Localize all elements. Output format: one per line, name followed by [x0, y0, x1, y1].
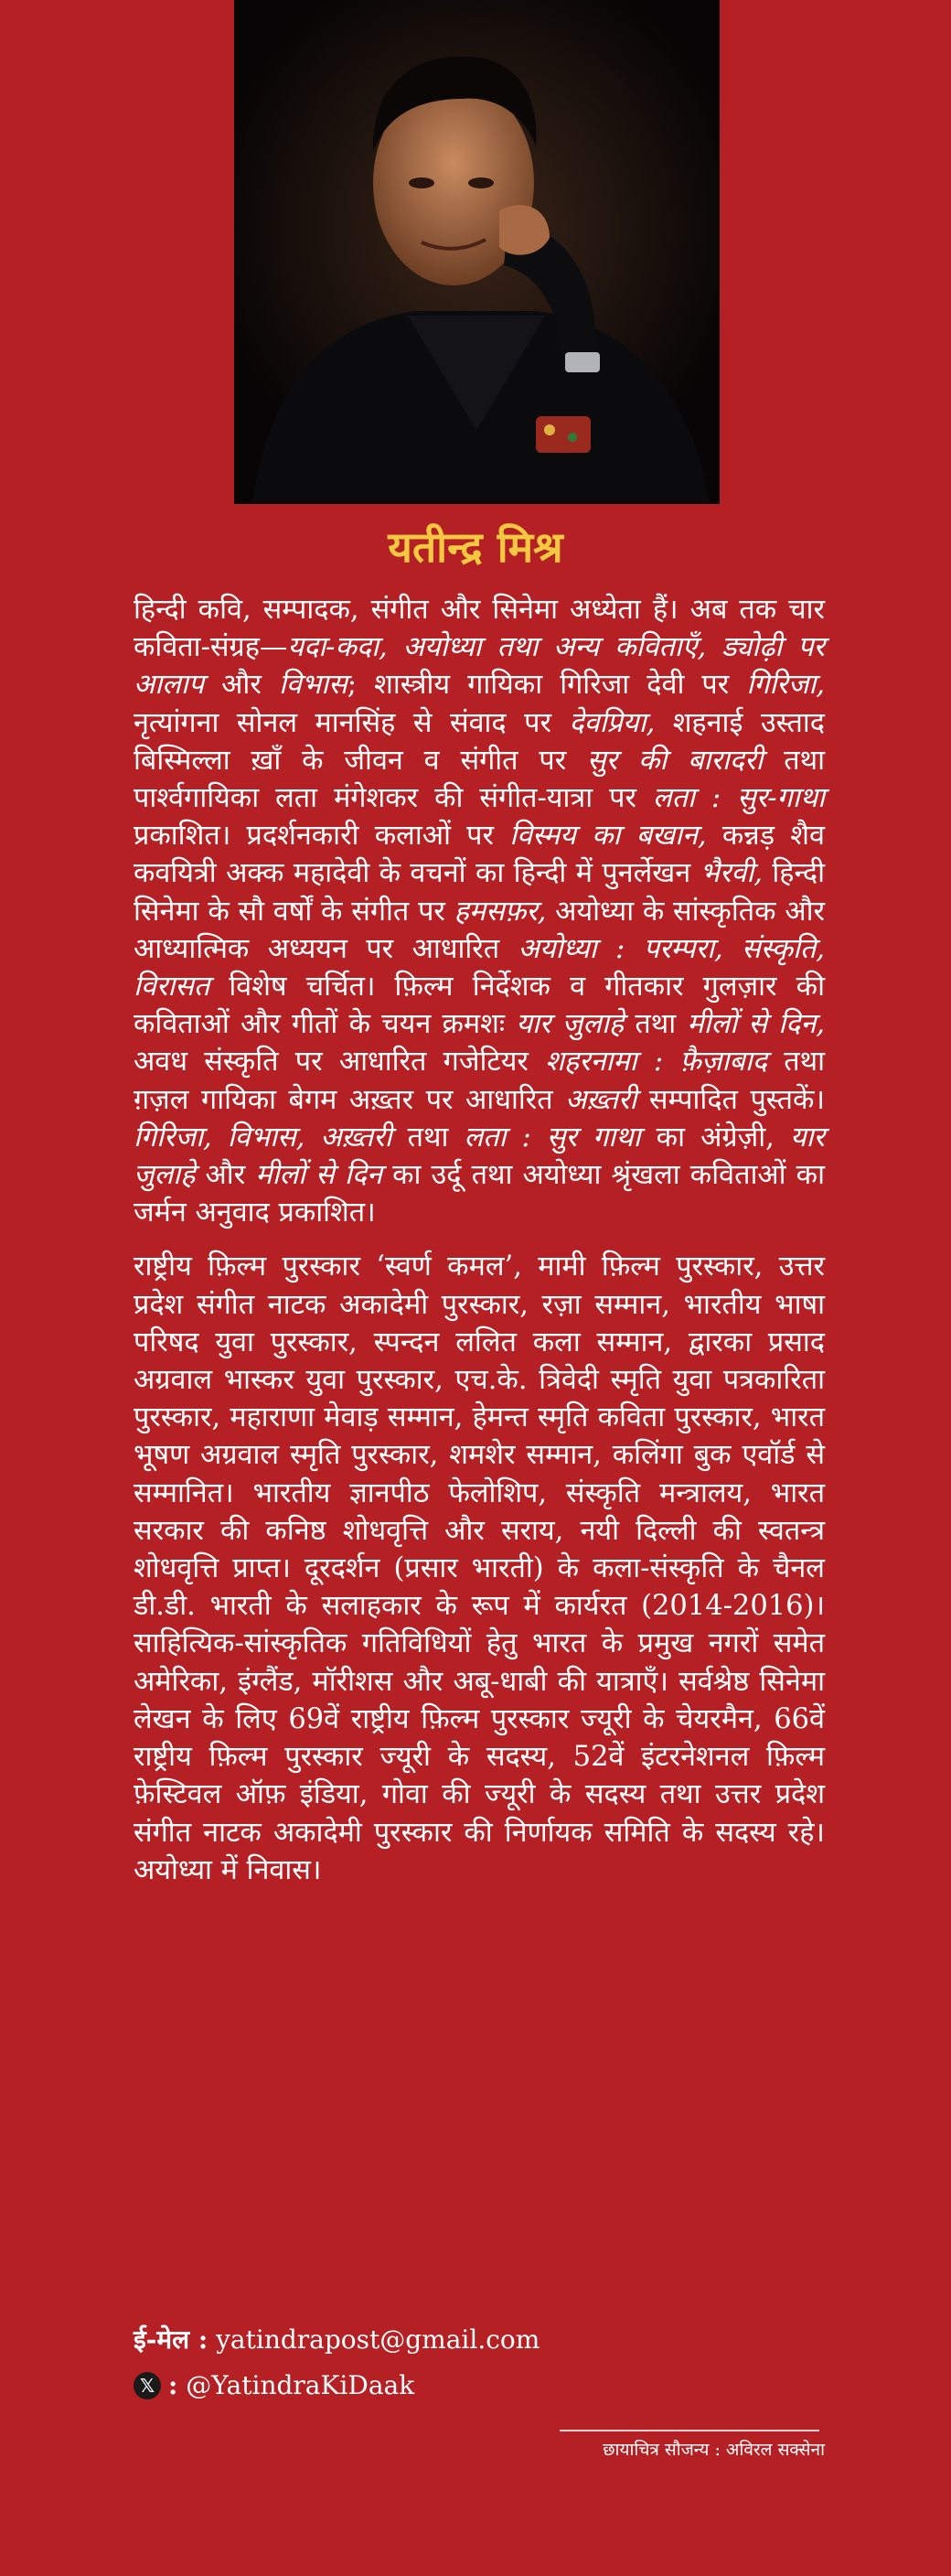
x-handle-row	[134, 2367, 825, 2404]
work-title: यार जुलाहे	[134, 1121, 826, 1192]
bio-text: प्रकाशित। प्रदर्शनकारी कलाओं पर	[134, 820, 510, 853]
work-title: यार जुलाहे	[516, 1008, 625, 1041]
bio-text: का उर्दू तथा अयोध्या श्रृंखला कविताओं का जर्मन अनुवाद प्रकाशित।	[134, 1159, 825, 1229]
x-logo-icon: 𝕏	[134, 2372, 161, 2399]
bio-text: अयोध्या के सांस्कृतिक और आध्यात्मिक अध्ययन पर आधारित	[134, 895, 825, 965]
bio-paragraph-works	[134, 591, 825, 1231]
bio-text: सम्पादित पुस्तकें।	[636, 1083, 825, 1116]
author-bio	[134, 591, 825, 1905]
bio-text: ; शास्त्रीय गायिका गिरिजा देवी पर	[347, 669, 747, 702]
bio-text: तथा	[624, 1008, 688, 1041]
bio-paragraph-honours: राष्ट्रीय फ़िल्म पुरस्कार ‘स्वर्ण कमल’, मामी फ़िल्म पुरस्कार, उत्तर प्रदेश संगीत नाटक अकादेमी पुरस्कार, रज़ा सम्मान, भारतीय भाषा परिषद युवा पुरस्कार, स्पन्दन ललित कला सम्मान, द्वारका प्रसाद अग्रवाल भास्कर युवा पुरस्कार, एच.के. त्रिवेदी स्मृति युवा पत्रकारिता पुरस्कार, महाराणा मेवाड़ सम्मान, हेमन्त स्मृति कविता पुरस्कार, भारत भूषण अग्रवाल स्मृति पुरस्कार, शमशेर सम्मान, कलिंगा बुक एवॉर्ड से सम्मानित। भारतीय ज्ञानपीठ फेलोशिप, संस्कृति मन्त्रालय, भारत सरकार की कनिष्ठ शोधवृत्ति और सराय, नयी दिल्ली की स्वतन्त्र शोधवृत्ति प्राप्त। दूरदर्शन (प्रसार भारती) के कला-संस्कृति के चैनल डी.डी. भारती के सलाहकार के रूप में कार्यरत (2014-2016)। साहित्यिक-सांस्कृतिक गतिविधियों हेतु भारत के प्रमुख नगरों समेत अमेरिका, इंग्लैंड, मॉरीशस और अबू-धाबी की यात्राएँ। सर्वश्रेष्ठ सिनेमा लेखन के लिए 69वें राष्ट्रीय फ़िल्म पुरस्कार ज्यूरी के चेयरमैन, 66वें राष्ट्रीय फ़िल्म पुरस्कार ज्यूरी के सदस्य, 52वें इंटरनेशनल फ़िल्म फ़ेस्टिवल ऑफ़ इंडिया, गोवा की ज्यूरी के सदस्य तथा उत्तर प्रदेश संगीत नाटक अकादेमी पुरस्कार की निर्णायक समिति के सदस्य रहे। अयोध्या में निवास।	[134, 1250, 825, 1886]
bio-text: तथा	[391, 1121, 465, 1154]
work-title: देवप्रिया,	[569, 706, 656, 739]
work-title: विभास	[278, 669, 347, 702]
work-title: सुर की बारादरी	[587, 744, 764, 777]
work-title: अख़्तरी	[565, 1083, 637, 1116]
email-label: ई-मेल :	[134, 2324, 208, 2355]
email-address[interactable]: yatindrapost@gmail.com	[216, 2324, 540, 2355]
bio-text: हिन्दी कवि, सम्पादक, संगीत और सिनेमा अध्येता हैं। अब तक चार कविता-संग्रह—	[134, 594, 825, 664]
photo-credit: छायाचित्र सौजन्य : अविरल सक्सेना	[603, 2440, 825, 2460]
bio-text: हिन्दी सिनेमा के सौ वर्षों के संगीत पर	[134, 857, 825, 928]
author-portrait-illustration	[234, 0, 720, 504]
work-title: हमसफ़र,	[454, 895, 547, 928]
bio-text: विशेष चर्चित। फ़िल्म निर्देशक व गीतकार गुलज़ार की कविताओं और गीतों के चयन क्रमशः	[134, 971, 825, 1041]
work-title: गिरिजा, विभास, अख़्तरी	[134, 1121, 392, 1154]
bio-text: और	[204, 669, 279, 702]
bio-text: शहनाई उस्ताद बिस्मिल्ला ख़ाँ के जीवन व संगीत पर	[134, 706, 826, 777]
author-name: यतीन्द्र मिश्र	[388, 522, 563, 572]
work-title: मीलों से दिन	[255, 1159, 382, 1192]
email-row	[134, 2322, 825, 2358]
bio-text: कन्नड़ शैव कवयित्री अक्क महादेवी के वचनों का हिन्दी में पुनर्लेखन	[134, 820, 825, 890]
bio-text: तथा ग़ज़ल गायिका बेगम अख़्तर पर आधारित	[134, 1046, 825, 1116]
work-title: मीलों से दिन,	[687, 1008, 825, 1041]
author-photo	[234, 0, 720, 504]
work-title: लता : सुर गाथा	[464, 1121, 641, 1154]
work-title: लता : सुर-गाथा	[652, 782, 825, 815]
work-title: गिरिजा,	[746, 669, 825, 702]
credit-divider	[560, 2430, 819, 2431]
x-handle[interactable]: @YatindraKiDaak	[186, 2370, 415, 2400]
work-title: अयोध्या : परम्परा, संस्कृति, विरासत	[134, 932, 825, 1004]
contact-block	[134, 2322, 825, 2413]
x-separator: :	[168, 2370, 178, 2400]
bio-text: अवध संस्कृति पर आधारित गजेटियर	[134, 1046, 546, 1079]
bio-text: और	[195, 1159, 256, 1192]
work-title: विस्मय का बखान,	[509, 820, 707, 853]
bio-text: का अंग्रेज़ी,	[640, 1121, 790, 1154]
work-title: शहरनामा : फ़ैज़ाबाद	[545, 1046, 767, 1079]
work-title: यदा-कदा, अयोध्या तथा अन्य कविताएँ, ड्योढ़ी पर आलाप	[134, 631, 825, 702]
bio-text: तथा पार्श्वगायिका लता मंगेशकर की संगीत-यात्रा पर	[134, 744, 825, 815]
work-title: भैरवी,	[700, 857, 763, 890]
bio-text: नृत्यांगना सोनल मानसिंह से संवाद पर	[134, 706, 570, 739]
